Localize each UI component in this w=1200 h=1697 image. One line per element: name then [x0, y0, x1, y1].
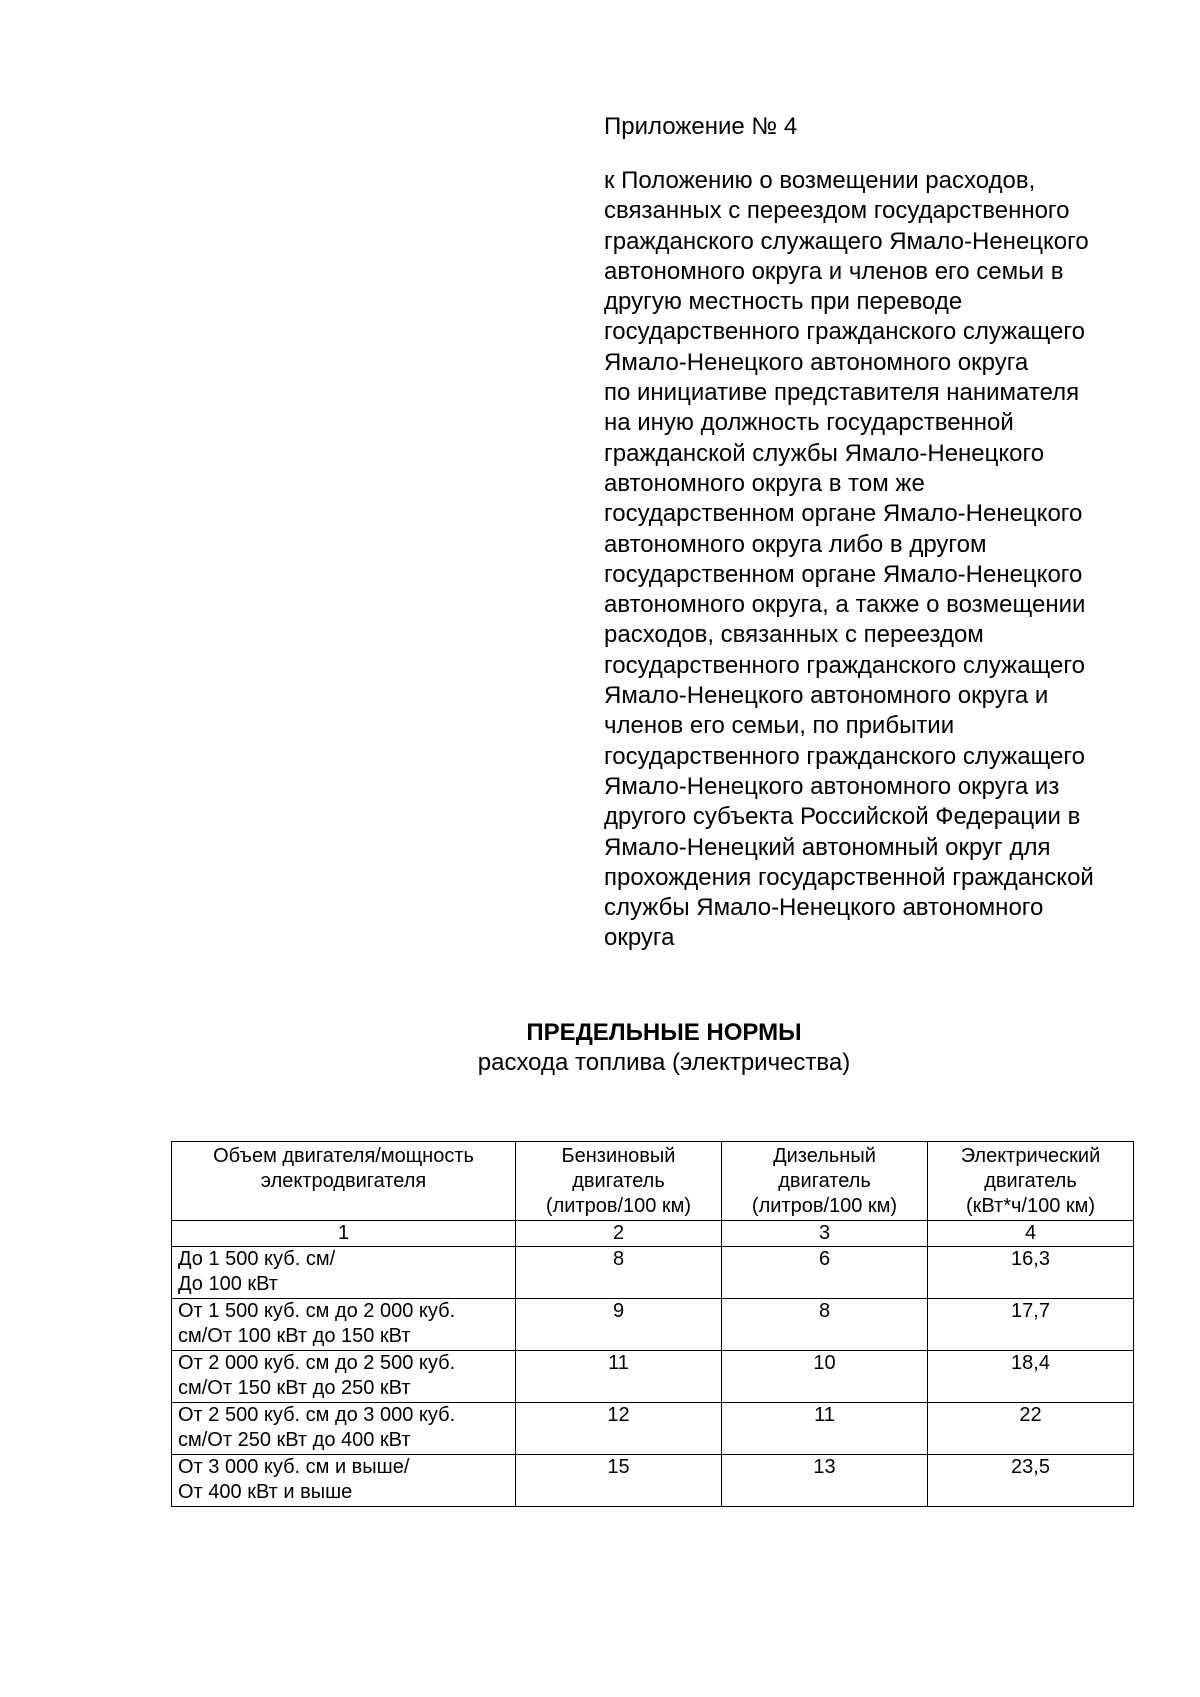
appendix-line: к Положению о возмещении расходов, [604, 167, 1036, 194]
table-row [172, 1455, 1134, 1507]
electric-cell: 16,3 [928, 1247, 1134, 1299]
table-row [172, 1351, 1134, 1403]
header-text: Объем двигателя/мощность [213, 1145, 474, 1167]
appendix-line: государственного гражданского служащего [604, 651, 1085, 679]
appendix-line: автономного округа либо в другом [604, 530, 987, 558]
petrol-cell: 11 [516, 1351, 722, 1403]
header-text: (литров/100 км) [751, 1195, 898, 1217]
header-text: двигатель [572, 1170, 665, 1192]
cell-text: От 400 кВт и выше [178, 1481, 353, 1503]
appendix-line: другого субъекта Российской Федерации в [604, 803, 1081, 831]
column-number: 4 [928, 1221, 1134, 1247]
electric-cell: 18,4 [928, 1351, 1134, 1403]
engine-volume-cell [172, 1351, 516, 1403]
engine-volume-cell [172, 1455, 516, 1507]
appendix-line: государственном органе Ямало-Ненецкого [604, 560, 1083, 588]
header-electric [928, 1142, 1134, 1221]
cell-text: От 2 500 куб. см до 3 000 куб. [178, 1404, 456, 1426]
column-number: 1 [172, 1221, 516, 1247]
appendix-line: на иную должность государственной [604, 409, 1014, 437]
table-row [172, 1299, 1134, 1351]
table-row [172, 1403, 1134, 1455]
petrol-cell: 9 [516, 1299, 722, 1351]
engine-volume-cell [172, 1299, 516, 1351]
table-row [172, 1247, 1134, 1299]
header-diesel [722, 1142, 928, 1221]
engine-volume-cell [172, 1247, 516, 1299]
appendix-line: государственном органе Ямало-Ненецкого [604, 500, 1083, 528]
diesel-cell: 11 [722, 1403, 928, 1455]
appendix-line: гражданского служащего Ямало-Ненецкого [604, 227, 1089, 255]
header-petrol [516, 1142, 722, 1221]
header-text: (литров/100 км) [545, 1195, 692, 1217]
header-text: двигатель [778, 1170, 871, 1192]
diesel-cell: 13 [722, 1455, 928, 1507]
petrol-cell: 8 [516, 1247, 722, 1299]
appendix-line: Ямало-Ненецкий автономный округ для [604, 833, 1051, 861]
cell-text: От 3 000 куб. см и выше/ [178, 1456, 410, 1478]
cell-text: От 1 500 куб. см до 2 000 куб. [178, 1300, 456, 1322]
header-engine-volume [172, 1142, 516, 1221]
heading-subtitle: расхода топлива (электричества) [477, 1049, 851, 1076]
appendix-line: гражданской службы Ямало-Ненецкого [604, 439, 1045, 467]
petrol-cell: 12 [516, 1403, 722, 1455]
cell-text: До 100 кВт [178, 1273, 278, 1295]
appendix-line: округа [604, 924, 675, 952]
appendix-line: другую местность при переводе [604, 288, 963, 316]
appendix-line: автономного округа и членов его семьи в [604, 257, 1064, 285]
diesel-cell: 8 [722, 1299, 928, 1351]
appendix-line: связанных с переездом государственного [604, 197, 1070, 225]
header-text: двигатель [984, 1170, 1077, 1192]
header-text: Электрический [960, 1145, 1101, 1167]
cell-text: От 2 000 куб. см до 2 500 куб. [178, 1352, 456, 1374]
diesel-cell: 10 [722, 1351, 928, 1403]
appendix-line: расходов, связанных с переездом [604, 621, 984, 649]
appendix-reference [604, 166, 1164, 954]
column-number: 2 [516, 1221, 722, 1247]
appendix-line: автономного округа в том же [604, 469, 925, 497]
petrol-cell: 15 [516, 1455, 722, 1507]
cell-text: см/От 250 кВт до 400 кВт [178, 1429, 411, 1451]
header-text: Дизельный [773, 1145, 876, 1167]
cell-text: До 1 500 куб. см/ [178, 1248, 336, 1270]
appendix-line: Ямало-Ненецкого автономного округа [604, 348, 1029, 376]
appendix-line: службы Ямало-Ненецкого автономного [604, 894, 1044, 922]
electric-cell: 23,5 [928, 1455, 1134, 1507]
appendix-line: прохождения государственной гражданской [604, 863, 1094, 891]
appendix-line: членов его семьи, по прибытии [604, 712, 955, 740]
header-text: (кВт*ч/100 км) [965, 1195, 1096, 1217]
appendix-line: государственного гражданского служащего [604, 742, 1085, 770]
appendix-block [604, 112, 1164, 954]
appendix-line: по инициативе представителя нанимателя [604, 379, 1080, 407]
electric-cell: 22 [928, 1403, 1134, 1455]
diesel-cell: 6 [722, 1247, 928, 1299]
appendix-line: автономного округа, а также о возмещении [604, 591, 1086, 619]
engine-volume-cell [172, 1403, 516, 1455]
document-heading [0, 1018, 1200, 1078]
header-text: Бензиновый [561, 1145, 676, 1167]
column-number-row [172, 1221, 1134, 1247]
heading-title: ПРЕДЕЛЬНЫЕ НОРМЫ [526, 1019, 802, 1046]
fuel-norms-table [171, 1141, 1134, 1507]
cell-text: см/От 100 кВт до 150 кВт [178, 1325, 411, 1347]
header-text: электродвигателя [260, 1170, 427, 1192]
appendix-line: государственного гражданского служащего [604, 318, 1085, 346]
column-number: 3 [722, 1221, 928, 1247]
appendix-number: Приложение № 4 [604, 113, 798, 140]
cell-text: см/От 150 кВт до 250 кВт [178, 1377, 411, 1399]
electric-cell: 17,7 [928, 1299, 1134, 1351]
appendix-line: Ямало-Ненецкого автономного округа из [604, 772, 1060, 800]
appendix-line: Ямало-Ненецкого автономного округа и [604, 682, 1049, 710]
table-header-row [172, 1142, 1134, 1221]
